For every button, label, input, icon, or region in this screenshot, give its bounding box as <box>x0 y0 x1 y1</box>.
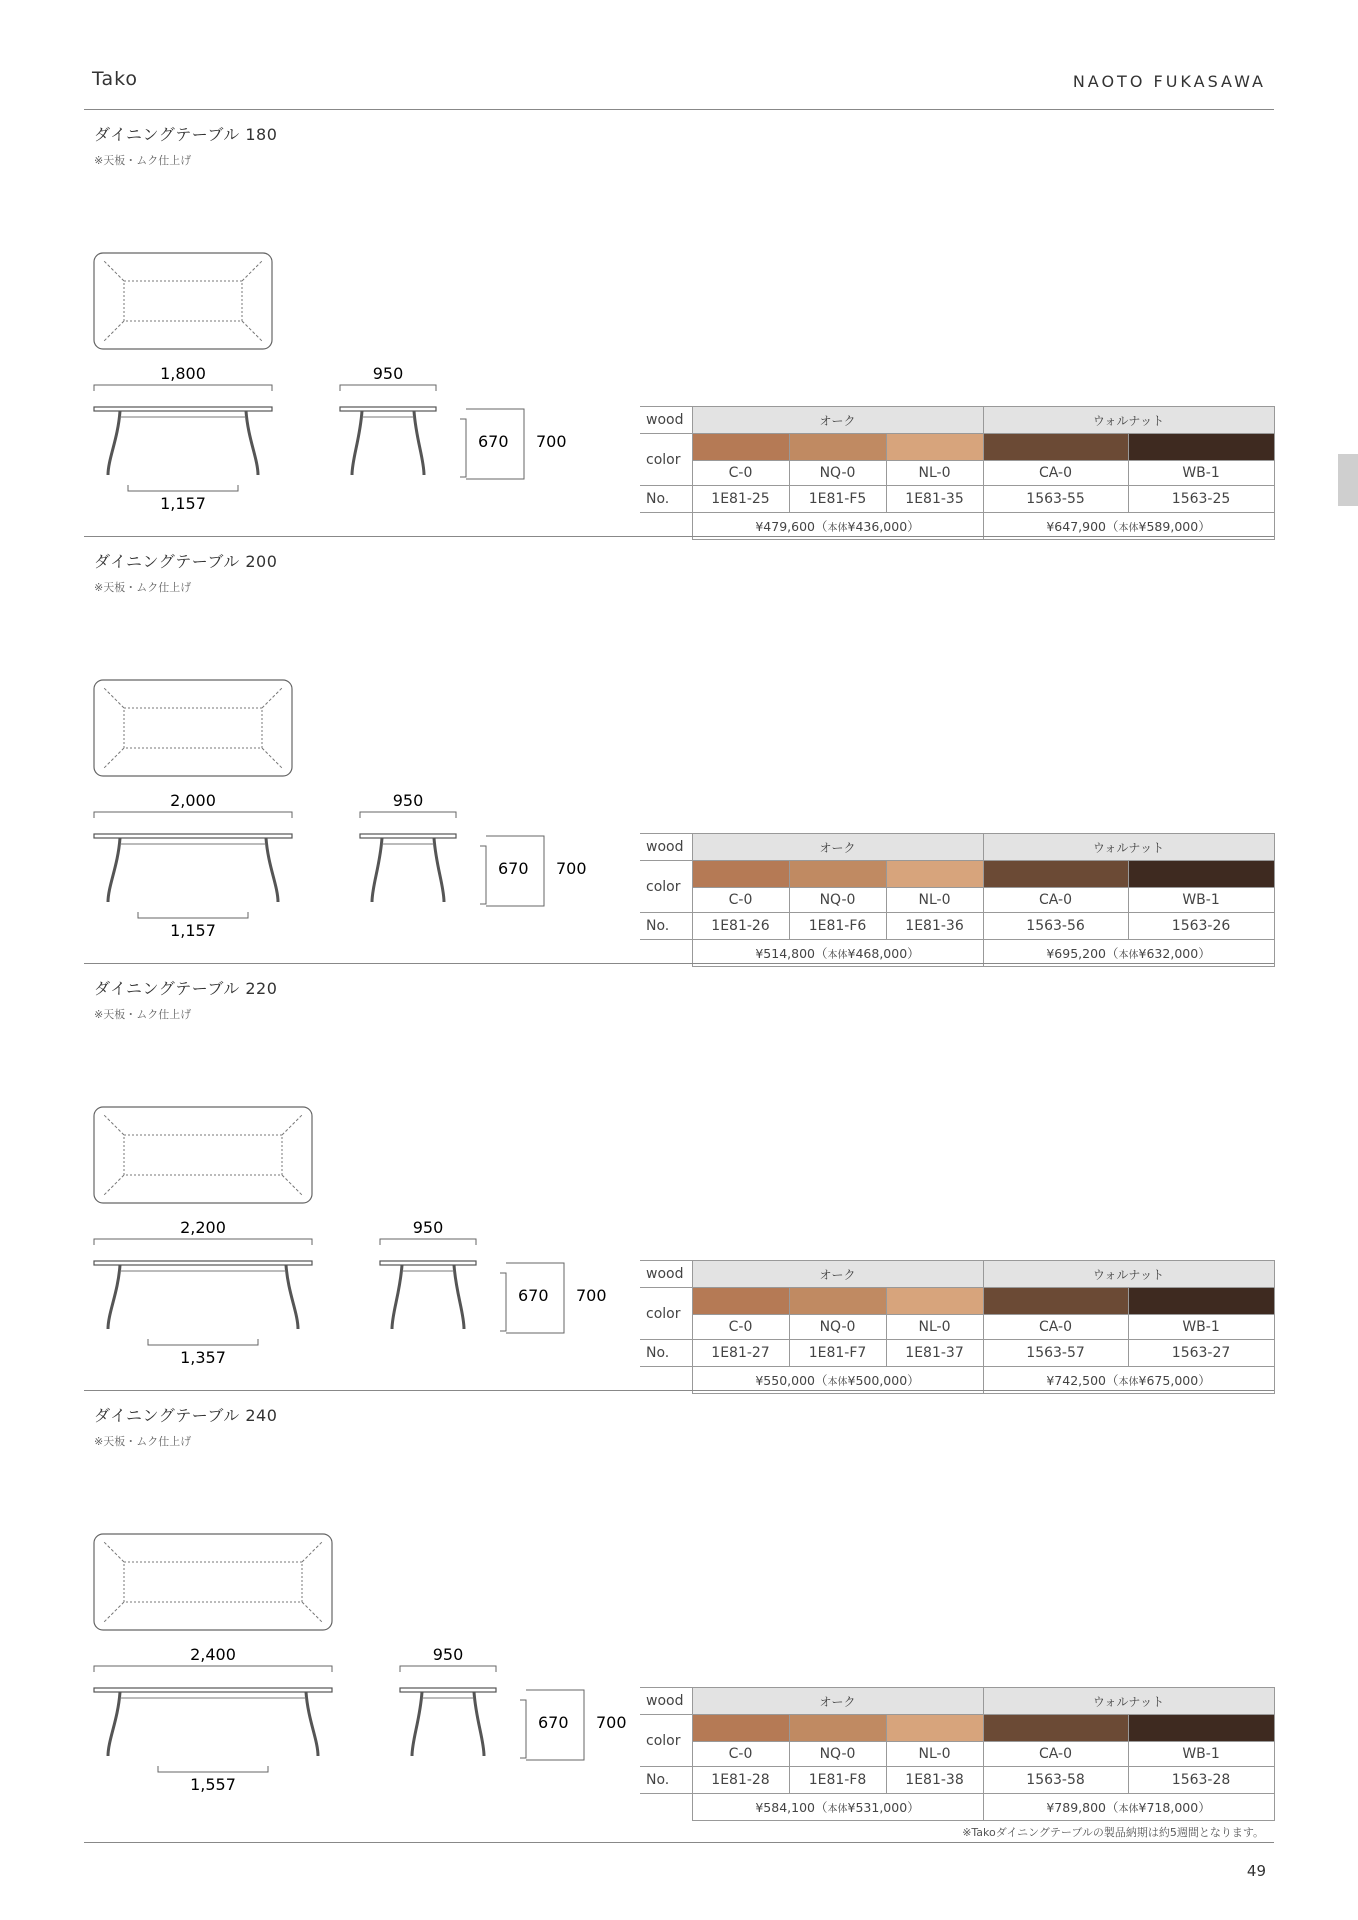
side-view <box>380 1218 476 1329</box>
finish-code: C-0 <box>692 1315 789 1340</box>
leg-span-label: 1,557 <box>190 1775 236 1794</box>
oak-price-value: ¥514,800 <box>755 946 815 961</box>
height-label: 700 <box>596 1713 627 1732</box>
base-label: 本体 <box>1118 1804 1139 1815</box>
walnut-header: ウォルナット <box>983 834 1274 861</box>
finish-code: CA-0 <box>983 1315 1128 1340</box>
designer-name: NAOTO FUKASAWA <box>1072 72 1266 91</box>
oak-price: ¥514,800（本体¥468,000） <box>692 940 983 967</box>
color-label: color <box>640 1288 692 1340</box>
wood-swatch <box>983 434 1128 461</box>
wood-swatch <box>1128 434 1274 461</box>
walnut-price-value: ¥647,900 <box>1046 519 1107 534</box>
walnut-base-price: ¥718,000 <box>1138 1800 1199 1815</box>
finish-code: CA-0 <box>983 461 1128 486</box>
finish-code: NQ-0 <box>789 888 886 913</box>
color-label: color <box>640 861 692 913</box>
width-label: 2,400 <box>190 1645 236 1664</box>
plan-view <box>94 1107 312 1203</box>
no-label: No. <box>640 1767 692 1794</box>
delivery-footnote: ※Takoダイニングテーブルの製品納期は約5週間となります。 <box>962 1826 1264 1839</box>
section-title: ダイニングテーブル 240 <box>94 1406 278 1425</box>
wood-swatch <box>983 1715 1128 1742</box>
product-number: 1E81-26 <box>692 913 789 940</box>
side-view <box>360 791 456 902</box>
finish-code: NQ-0 <box>789 1742 886 1767</box>
wood-swatch <box>983 861 1128 888</box>
finish-code: WB-1 <box>1128 1315 1274 1340</box>
wood-swatch <box>789 861 886 888</box>
table-section <box>84 109 1274 536</box>
height-brackets <box>520 1690 627 1760</box>
width-label: 1,800 <box>160 364 206 383</box>
walnut-base-price: ¥632,000 <box>1138 946 1199 961</box>
table-section <box>84 963 1274 1390</box>
section-note: ※天板・ムク仕上げ <box>94 154 192 167</box>
spec-table <box>640 1260 1275 1394</box>
page-number: 49 <box>1246 1862 1266 1880</box>
walnut-price: ¥742,500（本体¥675,000） <box>983 1367 1274 1394</box>
finish-code: NL-0 <box>886 888 983 913</box>
spec-table <box>640 406 1275 540</box>
wood-swatch <box>1128 861 1274 888</box>
height-brackets <box>460 409 567 479</box>
front-view <box>94 1645 332 1794</box>
spec-table <box>640 833 1275 967</box>
width-label: 2,200 <box>180 1218 226 1237</box>
product-number: 1563-56 <box>983 913 1128 940</box>
section-note: ※天板・ムク仕上げ <box>94 1435 192 1448</box>
height-label: 700 <box>576 1286 607 1305</box>
width-label: 2,000 <box>170 791 216 810</box>
base-label: 本体 <box>827 1377 848 1388</box>
wood-swatch <box>1128 1288 1274 1315</box>
product-number: 1563-27 <box>1128 1340 1274 1367</box>
seat-height-label: 670 <box>498 859 529 878</box>
walnut-price-value: ¥742,500 <box>1046 1373 1107 1388</box>
product-number: 1563-58 <box>983 1767 1128 1794</box>
oak-price: ¥479,600（本体¥436,000） <box>692 513 983 540</box>
base-label: 本体 <box>827 523 848 534</box>
leg-span-label: 1,157 <box>160 494 206 513</box>
oak-base-price: ¥436,000 <box>847 519 908 534</box>
dimension-drawings <box>84 536 644 956</box>
finish-code: NQ-0 <box>789 1315 886 1340</box>
finish-code: WB-1 <box>1128 1742 1274 1767</box>
walnut-header: ウォルナット <box>983 1261 1274 1288</box>
finish-code: CA-0 <box>983 1742 1128 1767</box>
oak-header: オーク <box>692 1688 983 1715</box>
table-section <box>84 1390 1274 1817</box>
wood-swatch <box>886 1288 983 1315</box>
product-number: 1E81-36 <box>886 913 983 940</box>
product-number: 1563-55 <box>983 486 1128 513</box>
wood-swatch <box>886 861 983 888</box>
wood-swatch <box>692 434 789 461</box>
finish-code: NL-0 <box>886 461 983 486</box>
product-number: 1E81-27 <box>692 1340 789 1367</box>
color-label: color <box>640 1715 692 1767</box>
product-number: 1E81-28 <box>692 1767 789 1794</box>
wood-swatch <box>789 1715 886 1742</box>
finish-code: CA-0 <box>983 888 1128 913</box>
dimension-drawings <box>84 109 644 529</box>
product-number: 1E81-38 <box>886 1767 983 1794</box>
height-brackets <box>500 1263 607 1333</box>
walnut-price: ¥695,200（本体¥632,000） <box>983 940 1274 967</box>
depth-label: 950 <box>392 791 424 810</box>
front-view <box>94 364 272 513</box>
height-brackets <box>480 836 587 906</box>
product-number: 1E81-25 <box>692 486 789 513</box>
depth-label: 950 <box>372 364 404 383</box>
depth-label: 950 <box>412 1218 444 1237</box>
finish-code: WB-1 <box>1128 461 1274 486</box>
walnut-header: ウォルナット <box>983 407 1274 434</box>
index-tab <box>1338 454 1358 506</box>
wood-swatch <box>886 1715 983 1742</box>
product-number: 1E81-37 <box>886 1340 983 1367</box>
section-note: ※天板・ムク仕上げ <box>94 581 192 594</box>
plan-view <box>94 1534 332 1630</box>
side-view <box>400 1645 496 1756</box>
product-number: 1563-57 <box>983 1340 1128 1367</box>
product-number: 1563-28 <box>1128 1767 1274 1794</box>
walnut-base-price: ¥589,000 <box>1138 519 1199 534</box>
plan-view <box>94 680 292 776</box>
front-view <box>94 791 292 940</box>
wood-swatch <box>789 434 886 461</box>
wood-swatch <box>886 434 983 461</box>
oak-header: オーク <box>692 834 983 861</box>
side-view <box>340 364 436 475</box>
base-label: 本体 <box>1118 523 1139 534</box>
wood-swatch <box>692 1288 789 1315</box>
oak-price-value: ¥550,000 <box>755 1373 815 1388</box>
color-label: color <box>640 434 692 486</box>
base-label: 本体 <box>827 1804 848 1815</box>
oak-header: オーク <box>692 1261 983 1288</box>
finish-code: C-0 <box>692 461 789 486</box>
no-label: No. <box>640 913 692 940</box>
finish-code: NL-0 <box>886 1315 983 1340</box>
base-label: 本体 <box>1118 950 1139 961</box>
plan-view <box>94 253 272 349</box>
no-label: No. <box>640 1340 692 1367</box>
wood-label: wood <box>640 1261 692 1288</box>
product-number: 1E81-F8 <box>789 1767 886 1794</box>
base-label: 本体 <box>1118 1377 1139 1388</box>
wood-swatch <box>983 1288 1128 1315</box>
bottom-rule <box>84 1842 1274 1843</box>
leg-span-label: 1,157 <box>170 921 216 940</box>
oak-price-value: ¥584,100 <box>755 1800 815 1815</box>
finish-code: NQ-0 <box>789 461 886 486</box>
oak-base-price: ¥531,000 <box>847 1800 908 1815</box>
dimension-drawings <box>84 1390 644 1810</box>
height-label: 700 <box>556 859 587 878</box>
wood-swatch <box>789 1288 886 1315</box>
walnut-header: ウォルナット <box>983 1688 1274 1715</box>
product-number: 1E81-35 <box>886 486 983 513</box>
walnut-price: ¥647,900（本体¥589,000） <box>983 513 1274 540</box>
finish-code: NL-0 <box>886 1742 983 1767</box>
section-title: ダイニングテーブル 220 <box>94 979 278 998</box>
section-title: ダイニングテーブル 180 <box>94 125 278 144</box>
no-label: No. <box>640 486 692 513</box>
seat-height-label: 670 <box>538 1713 569 1732</box>
walnut-price: ¥789,800（本体¥718,000） <box>983 1794 1274 1821</box>
wood-swatch <box>1128 1715 1274 1742</box>
wood-label: wood <box>640 407 692 434</box>
walnut-price-value: ¥789,800 <box>1046 1800 1107 1815</box>
wood-swatch <box>692 861 789 888</box>
depth-label: 950 <box>432 1645 464 1664</box>
spec-table <box>640 1687 1275 1821</box>
section-note: ※天板・ムク仕上げ <box>94 1008 192 1021</box>
oak-header: オーク <box>692 407 983 434</box>
finish-code: C-0 <box>692 1742 789 1767</box>
base-label: 本体 <box>827 950 848 961</box>
walnut-base-price: ¥675,000 <box>1138 1373 1199 1388</box>
oak-price: ¥584,100（本体¥531,000） <box>692 1794 983 1821</box>
price-blank <box>640 1794 692 1821</box>
front-view <box>94 1218 312 1367</box>
oak-price-value: ¥479,600 <box>755 519 815 534</box>
finish-code: WB-1 <box>1128 888 1274 913</box>
oak-base-price: ¥468,000 <box>847 946 908 961</box>
height-label: 700 <box>536 432 567 451</box>
oak-price: ¥550,000（本体¥500,000） <box>692 1367 983 1394</box>
wood-label: wood <box>640 834 692 861</box>
seat-height-label: 670 <box>478 432 509 451</box>
product-number: 1563-25 <box>1128 486 1274 513</box>
wood-label: wood <box>640 1688 692 1715</box>
finish-code: C-0 <box>692 888 789 913</box>
dimension-drawings <box>84 963 644 1383</box>
seat-height-label: 670 <box>518 1286 549 1305</box>
leg-span-label: 1,357 <box>180 1348 226 1367</box>
oak-base-price: ¥500,000 <box>847 1373 908 1388</box>
product-number: 1E81-F6 <box>789 913 886 940</box>
section-title: ダイニングテーブル 200 <box>94 552 278 571</box>
product-number: 1E81-F7 <box>789 1340 886 1367</box>
walnut-price-value: ¥695,200 <box>1046 946 1107 961</box>
table-section <box>84 536 1274 963</box>
wood-swatch <box>692 1715 789 1742</box>
product-title: Tako <box>92 68 139 90</box>
product-number: 1E81-F5 <box>789 486 886 513</box>
product-number: 1563-26 <box>1128 913 1274 940</box>
